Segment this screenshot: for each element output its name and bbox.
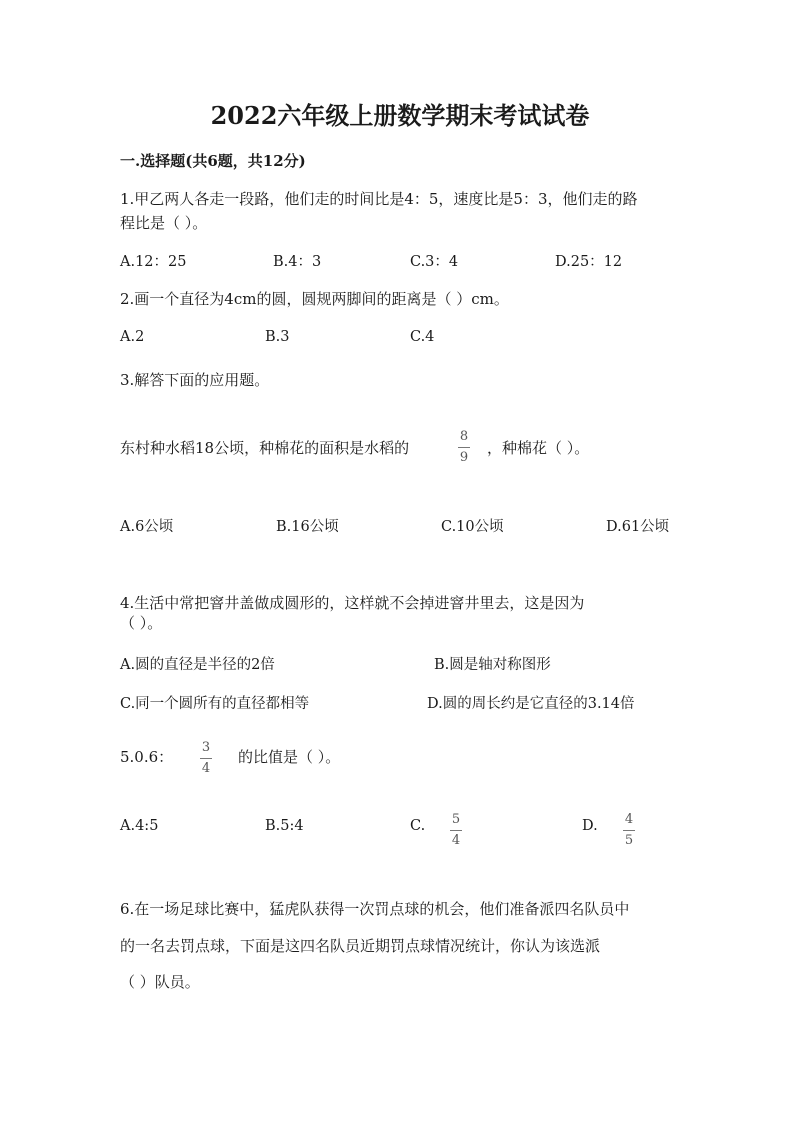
question-1-option-a: A.12：25 bbox=[120, 254, 187, 270]
question-5-option-d-fraction bbox=[623, 813, 635, 847]
fraction-numerator: 5 bbox=[451, 812, 461, 827]
question-6-line-2: 的一名去罚点球，下面是这四名队员近期罚点球情况统计，你认为该选派 bbox=[120, 937, 601, 955]
fraction-bar bbox=[200, 758, 212, 759]
question-2-option-b: B.3 bbox=[265, 329, 290, 345]
question-3-fraction bbox=[458, 430, 470, 464]
question-5-post: 的比值是（ ）。 bbox=[238, 748, 341, 766]
question-4-option-d: D.圆的周长约是它直径的3.14倍 bbox=[427, 696, 635, 712]
fraction-denominator: 4 bbox=[451, 833, 461, 848]
question-1-line-1: 1.甲乙两人各走一段路，他们走的时间比是4：5，速度比是5：3，他们走的路 bbox=[120, 190, 638, 208]
question-1-option-d: D.25：12 bbox=[555, 254, 623, 270]
question-5-option-c-label: C. bbox=[410, 818, 426, 834]
question-3-body-pre: 东村种水稻18公顷，种棉花的面积是水稻的 bbox=[120, 439, 410, 457]
question-4-line-1: 4.生活中常把窨井盖做成圆形的，这样就不会掉进窨井里去，这是因为 bbox=[120, 594, 585, 612]
question-3-option-d: D.61公顷 bbox=[606, 519, 670, 535]
fraction-bar bbox=[623, 830, 635, 831]
question-5-option-b: B.5:4 bbox=[265, 818, 304, 834]
question-5-option-a: A.4:5 bbox=[120, 818, 159, 834]
question-3-option-c: C.10公顷 bbox=[441, 519, 504, 535]
question-1-line-2: 程比是（ ）。 bbox=[120, 214, 208, 232]
question-5-option-d-label: D. bbox=[582, 818, 598, 834]
fraction-denominator: 4 bbox=[201, 761, 211, 776]
question-6-line-3: （ ）队员。 bbox=[120, 973, 200, 991]
fraction-numerator: 3 bbox=[201, 740, 211, 755]
question-2-option-a: A.2 bbox=[120, 329, 145, 345]
question-3-option-a: A.6公顷 bbox=[120, 519, 174, 535]
fraction-bar bbox=[458, 447, 470, 448]
fraction-numerator: 8 bbox=[459, 429, 469, 444]
page-title: 2022六年级上册数学期末考试试卷 bbox=[210, 101, 590, 130]
question-4-option-a: A.圆的直径是半径的2倍 bbox=[120, 657, 275, 673]
question-2-option-c: C.4 bbox=[410, 329, 435, 345]
question-1-option-b: B.4：3 bbox=[273, 254, 322, 270]
question-3-body-post: ，种棉花（ ）。 bbox=[487, 439, 590, 457]
question-3-option-b: B.16公顷 bbox=[276, 519, 339, 535]
fraction-numerator: 4 bbox=[624, 812, 634, 827]
question-5-pre: 5.0.6： bbox=[120, 748, 174, 766]
question-4-option-c: C.同一个圆所有的直径都相等 bbox=[120, 696, 310, 712]
fraction-denominator: 5 bbox=[624, 833, 634, 848]
section-heading: 一.选择题(共6题，共12分) bbox=[120, 152, 306, 170]
question-4-line-2: （ ）。 bbox=[120, 614, 163, 632]
question-6-line-1: 6.在一场足球比赛中，猛虎队获得一次罚点球的机会，他们准备派四名队员中 bbox=[120, 900, 630, 918]
fraction-denominator: 9 bbox=[459, 450, 469, 465]
question-4-option-b: B.圆是轴对称图形 bbox=[434, 657, 551, 673]
question-3-line-1: 3.解答下面的应用题。 bbox=[120, 371, 270, 389]
question-5-fraction bbox=[200, 741, 212, 775]
question-2-line-1: 2.画一个直径为4cm的圆，圆规两脚间的距离是（ ）cm。 bbox=[120, 290, 509, 308]
question-1-option-c: C.3：4 bbox=[410, 254, 459, 270]
fraction-bar bbox=[450, 830, 462, 831]
question-5-option-c-fraction bbox=[450, 813, 462, 847]
